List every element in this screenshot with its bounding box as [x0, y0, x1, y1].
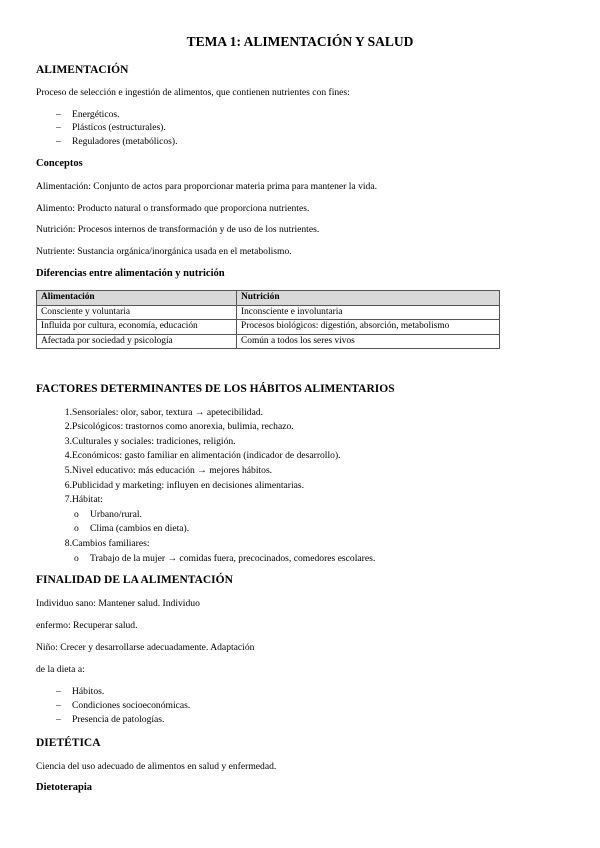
column-header: Alimentación [37, 291, 237, 306]
concept-line: Nutrición: Procesos internos de transformación y de uso de los nutrientes. [36, 224, 320, 235]
dash-marker: – [56, 686, 61, 697]
table-cell: Inconsciente e involuntaria [237, 305, 500, 320]
dash-marker: – [56, 700, 61, 711]
circle-marker: o [74, 523, 79, 534]
table-cell: Influida por cultura, economía, educación [37, 320, 237, 335]
sub-list-item: o Trabajo de la mujer → comidas fuera, precocinados, comedores escolares. [74, 553, 376, 564]
subheading-dietoterapia: Dietoterapia [36, 782, 92, 793]
page-title: TEMA 1: ALIMENTACIÓN Y SALUD [186, 34, 414, 49]
dash-marker: – [56, 122, 61, 133]
concept-line: Nutriente: Sustancia orgánica/inorgánica usada en el metabolismo. [36, 246, 292, 257]
sub-list-item: o Clima (cambios en dieta). [74, 523, 190, 534]
alimentacion-definition: Proceso de selección e ingestión de alimentos, que contienen nutrientes con fines: [36, 87, 350, 98]
dash-marker: – [56, 109, 61, 120]
table-cell: Afectada por sociedad y psicología [37, 334, 237, 349]
section-heading-factores: FACTORES DETERMINANTES DE LOS HÁBITOS ALIMENTARIOS [36, 383, 395, 395]
purpose-line: enfermo: Recuperar salud. [36, 620, 138, 631]
list-item: 1. Sensoriales: olor, sabor, textura → apetecibilidad. [64, 407, 264, 418]
list-item: – Hábitos. [56, 686, 105, 697]
section-heading-dietetica: DIETÉTICA [36, 737, 101, 749]
list-item: – Reguladores (metabólicos). [56, 136, 178, 147]
list-item: 4. Económicos: gasto familiar en alimentación (indicador de desarrollo). [64, 450, 341, 461]
table-row [37, 305, 500, 320]
table-cell: Común a todos los seres vivos [237, 334, 500, 349]
list-item: – Presencia de patologías. [56, 714, 165, 725]
sub-list-item: o Urbano/rural. [74, 509, 142, 520]
circle-marker: o [74, 509, 79, 520]
list-item: 2. Psicológicos: trastornos como anorexia, bulimia, rechazo. [64, 421, 294, 432]
dietetica-definition: Ciencia del uso adecuado de alimentos en salud y enfermedad. [36, 761, 277, 772]
subheading-conceptos: Conceptos [36, 158, 83, 169]
list-item: 7. Hábitat: [64, 494, 103, 505]
concept-line: Alimentación: Conjunto de actos para proporcionar materia prima para mantener la vida. [36, 181, 377, 192]
dash-marker: – [56, 136, 61, 147]
dash-marker: – [56, 714, 61, 725]
list-item: 6. Publicidad y marketing: influyen en decisiones alimentarias. [64, 480, 305, 491]
list-item: 5. Nivel educativo: más educación → mejores hábitos. [64, 465, 273, 476]
table-header-row [37, 291, 500, 306]
column-header: Nutrición [237, 291, 500, 306]
subheading-diferencias: Diferencias entre alimentación y nutrición [36, 268, 225, 279]
list-item: – Condiciones socioeconómicas. [56, 700, 191, 711]
section-heading-finalidad: FINALIDAD DE LA ALIMENTACIÓN [36, 574, 233, 586]
list-item: 8. Cambios familiares: [64, 538, 150, 549]
table-row [37, 320, 500, 335]
section-heading-alimentacion: ALIMENTACIÓN [36, 64, 129, 76]
table-cell: Consciente y voluntaria [37, 305, 237, 320]
circle-marker: o [74, 553, 79, 564]
purpose-line: Niño: Crecer y desarrollarse adecuadamente. Adaptación [36, 642, 255, 653]
list-item: – Plásticos (estructurales). [56, 122, 166, 133]
comparison-table [36, 290, 500, 349]
concept-line: Alimento: Producto natural o transformado que proporciona nutrientes. [36, 203, 310, 214]
list-item: 3. Culturales y sociales: tradiciones, religión. [64, 436, 236, 447]
purpose-line: Individuo sano: Mantener salud. Individuo [36, 598, 200, 609]
table-cell: Procesos biológicos: digestión, absorción, metabolismo [237, 320, 500, 335]
list-item: – Energéticos. [56, 109, 120, 120]
table-row [37, 334, 500, 349]
purpose-line: de la dieta a: [36, 664, 85, 675]
